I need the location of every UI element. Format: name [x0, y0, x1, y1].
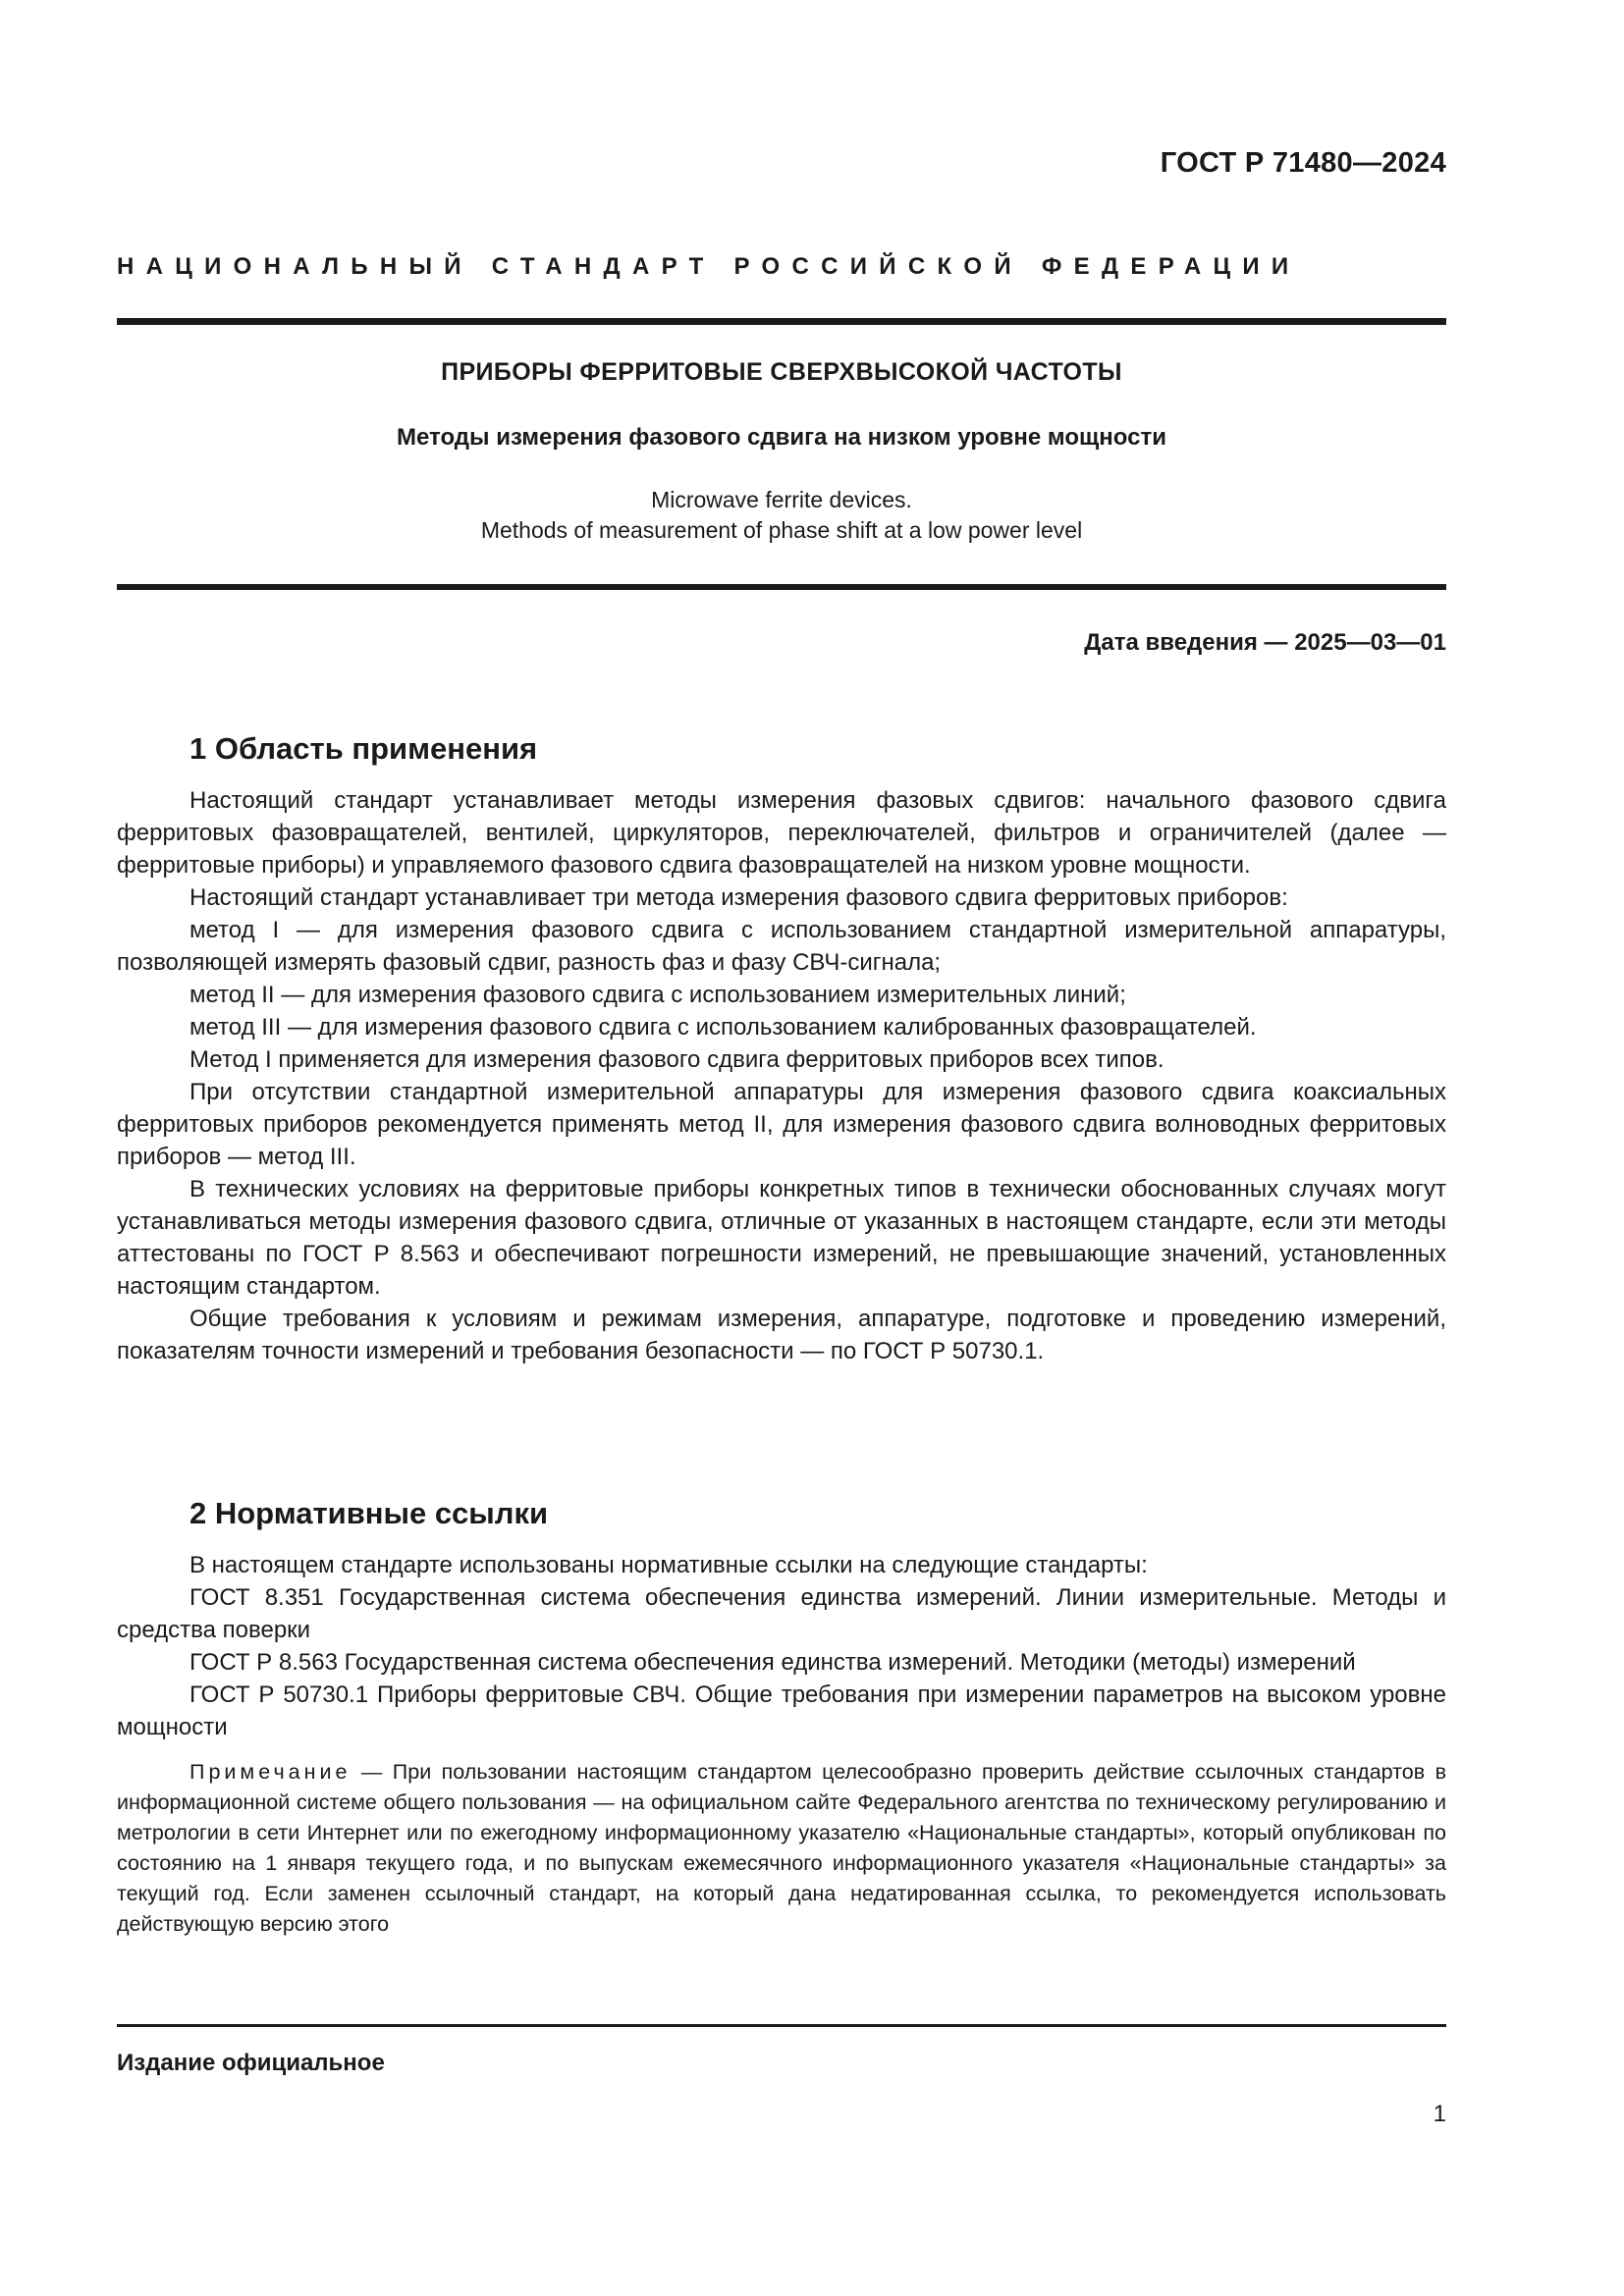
section-1-heading: 1 Область применения	[189, 731, 538, 766]
edition-label: Издание официальное	[117, 2050, 385, 2076]
standard-type-title: НАЦИОНАЛЬНЫЙ СТАНДАРТ РОССИЙСКОЙ ФЕДЕРАЦИИ	[117, 253, 1301, 280]
section-scope	[117, 731, 1446, 1367]
note-label: Примечание	[189, 1760, 352, 1784]
english-title-line-1: Microwave ferrite devices.	[651, 487, 912, 512]
reference-item: ГОСТ Р 50730.1 Приборы ферритовые СВЧ. Общие требования при измерении параметров на высоком уровне мощности	[117, 1682, 1446, 1740]
reference-item: ГОСТ 8.351 Государственная система обеспечения единства измерений. Линии измерительные. Методы и средства поверки	[117, 1584, 1446, 1643]
paragraph: Общие требования к условиям и режимам измерения, аппаратуре, подготовке и проведению измерений, показателям точности измерений и требования безопасности — по ГОСТ Р 50730.1.	[117, 1306, 1446, 1364]
english-title-line-2: Methods of measurement of phase shift at a low power level	[480, 517, 1083, 543]
method-item: метод III — для измерения фазового сдвига с использованием калиброванных фазовращателей.	[189, 1014, 1257, 1041]
english-title	[117, 485, 1446, 546]
note-text: — При пользовании настоящим стандартом целесообразно проверить действие ссылочных стандартов в информационной системе общего пользования — на официальном сайте Федерального агентства по техническому регулированию и метрологии в сети Интернет или по ежегодному информационному указателю «Национальные стандарты», который опубликован по состоянию на 1 января текущего года, и по выпускам ежемесячного информационного указателя «Национальные стандарты» за текущий год. Если заменен ссылочный стандарт, на который дана недатированная ссылка, то рекомендуется использовать действующую версию этого	[117, 1760, 1446, 1936]
paragraph: При отсутствии стандартной измерительной аппаратуры для измерения фазового сдвига коаксиальных ферритовых приборов рекомендуется применять метод II, для измерения фазового сдвига волноводных ферритовых приборов — метод III.	[117, 1079, 1446, 1170]
reference-item: ГОСТ Р 8.563 Государственная система обеспечения единства измерений. Методики (методы) измерений	[189, 1649, 1356, 1676]
top-divider	[117, 318, 1446, 325]
paragraph: Настоящий стандарт устанавливает три метода измерения фазового сдвига ферритовых приборов:	[189, 884, 1288, 911]
paragraph: В технических условиях на ферритовые приборы конкретных типов в технически обоснованных случаях могут устанавливаться методы измерения фазового сдвига, отличные от указанных в настоящем стандарте, если эти методы аттестованы по ГОСТ Р 8.563 и обеспечивают погрешности измерений, не превышающие значений, установленных настоящим стандартом.	[117, 1176, 1446, 1300]
paragraph: Настоящий стандарт устанавливает методы измерения фазовых сдвигов: начального фазового сдвига ферритовых фазовращателей, вентилей, циркуляторов, переключателей, фильтров и ограничителей (далее — ферритовые приборы) и управляемого фазового сдвига фазовращателей на низком уровне мощности.	[117, 787, 1446, 879]
method-item: метод II — для измерения фазового сдвига с использованием измерительных линий;	[189, 982, 1126, 1008]
footer-divider	[117, 2024, 1446, 2027]
introduction-date: Дата введения — 2025—03—01	[1084, 629, 1446, 656]
paragraph: Метод I применяется для измерения фазового сдвига ферритовых приборов всех типов.	[189, 1046, 1164, 1073]
paragraph: В настоящем стандарте использованы нормативные ссылки на следующие стандарты:	[189, 1552, 1148, 1578]
method-item: метод I — для измерения фазового сдвига с использованием стандартной измерительной аппаратуры, позволяющей измерять фазовый сдвиг, разность фаз и фазу СВЧ-сигнала;	[117, 917, 1446, 976]
page-number: 1	[1433, 2101, 1446, 2127]
section-normative-references	[117, 1496, 1446, 1940]
document-title: ПРИБОРЫ ФЕРРИТОВЫЕ СВЕРХВЫСОКОЙ ЧАСТОТЫ	[441, 358, 1122, 386]
note	[117, 1757, 1446, 1940]
section-2-heading: 2 Нормативные ссылки	[189, 1496, 549, 1530]
title-divider	[117, 584, 1446, 590]
document-number: ГОСТ Р 71480—2024	[1160, 147, 1446, 179]
document-subtitle: Методы измерения фазового сдвига на низком уровне мощности	[397, 424, 1166, 451]
